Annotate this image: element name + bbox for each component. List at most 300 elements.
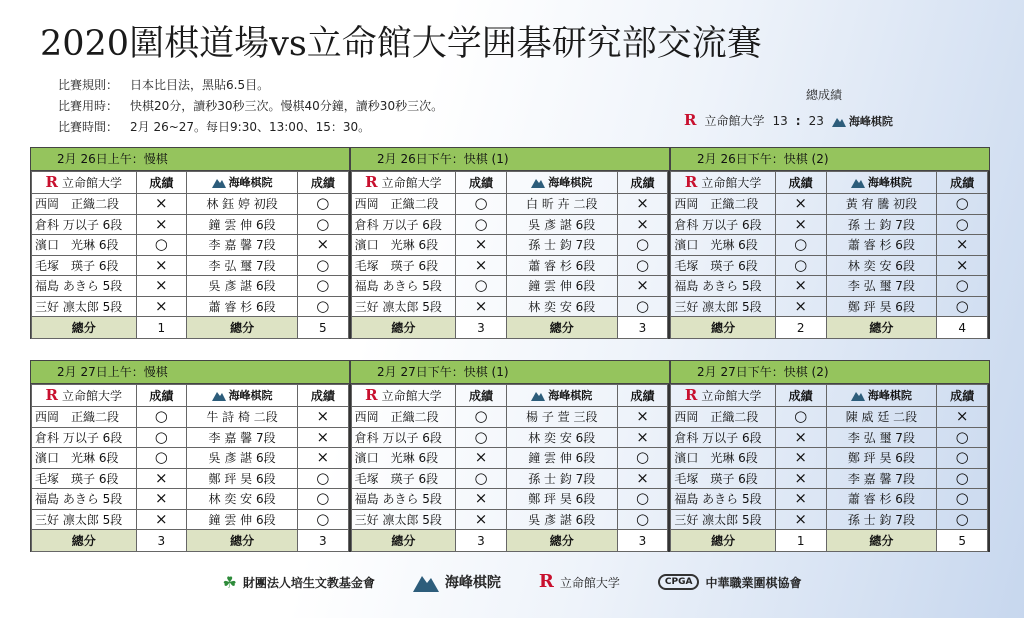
result-mark: ○ xyxy=(316,509,330,528)
table-row xyxy=(671,276,988,297)
player-a-result xyxy=(136,235,187,256)
result-header: 成績 xyxy=(456,172,507,194)
table-row xyxy=(671,214,988,235)
table-row xyxy=(671,296,988,317)
team-b-name: 海峰棋院 xyxy=(228,176,273,189)
player-a-result xyxy=(456,427,507,448)
table-row xyxy=(351,194,668,215)
total-score-label: 總成績 xyxy=(805,88,842,102)
table-row xyxy=(32,489,349,510)
player-a-result xyxy=(456,214,507,235)
team-b-total: 4 xyxy=(937,317,988,339)
player-b-result xyxy=(297,427,348,448)
player-b-name: 蕭 睿 杉 6段 xyxy=(506,255,617,276)
total-row xyxy=(671,317,988,339)
player-b-name: 吳 彥 諶 6段 xyxy=(506,214,617,235)
player-b-name: 林 奕 安 6段 xyxy=(506,427,617,448)
result-mark: ○ xyxy=(955,296,969,315)
player-b-name: 鄭 玶 昊 6段 xyxy=(506,489,617,510)
player-a-result xyxy=(775,509,826,530)
table-row xyxy=(351,296,668,317)
ritsumeikan-logo-icon: R xyxy=(45,173,58,191)
table-row xyxy=(351,407,668,428)
player-a-name: 毛塚 瑛子 6段 xyxy=(351,255,456,276)
result-mark: × xyxy=(794,296,807,315)
player-a-name: 毛塚 瑛子 6段 xyxy=(671,468,776,489)
team-a-name: 立命館大学 xyxy=(381,176,442,190)
player-b-result xyxy=(937,255,988,276)
table-row xyxy=(32,276,349,297)
result-mark: × xyxy=(636,468,649,487)
player-b-name: 鐘 雲 伸 6段 xyxy=(506,276,617,297)
sponsor-4 xyxy=(658,574,802,591)
rule-row xyxy=(58,117,443,138)
player-a-result xyxy=(775,255,826,276)
total-score-a: 13 xyxy=(772,113,788,128)
player-a-name: 三好 凛太郎 5段 xyxy=(671,296,776,317)
table-row xyxy=(671,407,988,428)
player-b-name: 林 奕 安 6段 xyxy=(187,489,298,510)
rule-row xyxy=(58,96,443,117)
table-row xyxy=(671,509,988,530)
player-b-result xyxy=(297,468,348,489)
team-b-header xyxy=(187,385,298,407)
table-header-row xyxy=(32,385,349,407)
total-row xyxy=(671,530,988,552)
team-b-total: 5 xyxy=(937,530,988,552)
player-a-result xyxy=(136,407,187,428)
session-title: 2月 27日下午：快棋 (1) xyxy=(350,360,670,384)
table-row xyxy=(351,235,668,256)
mountain-icon xyxy=(212,389,226,401)
player-a-result xyxy=(136,214,187,235)
sponsor-1-name: 財團法人培生文教基金會 xyxy=(242,575,375,590)
team-a-header xyxy=(671,172,776,194)
table-header-row xyxy=(671,172,988,194)
result-mark: ○ xyxy=(794,255,808,274)
result-mark: × xyxy=(955,407,969,426)
player-a-name: 濱口 光琳 6段 xyxy=(671,448,776,469)
player-b-result xyxy=(297,194,348,215)
player-a-name: 毛塚 瑛子 6段 xyxy=(671,255,776,276)
table-header-row xyxy=(351,385,668,407)
player-b-name: 白 昕 卉 二段 xyxy=(506,194,617,215)
result-header: 成績 xyxy=(617,172,668,194)
session-table xyxy=(351,171,671,339)
clover-icon: ☘ xyxy=(222,572,237,592)
table-row xyxy=(351,255,668,276)
player-a-name: 西岡 正織二段 xyxy=(351,407,456,428)
player-a-name: 福島 あきら 5段 xyxy=(351,489,456,510)
team-a-name: 立命館大学 xyxy=(701,389,762,403)
team-b-total: 5 xyxy=(297,317,348,339)
team-b-name: 海峰棋院 xyxy=(228,389,273,402)
player-a-name: 倉科 万以子 6段 xyxy=(671,214,776,235)
result-header: 成績 xyxy=(297,385,348,407)
player-a-name: 濱口 光琳 6段 xyxy=(671,235,776,256)
player-a-name: 福島 あきら 5段 xyxy=(671,489,776,510)
player-a-name: 濱口 光琳 6段 xyxy=(351,448,456,469)
player-b-result xyxy=(617,407,668,428)
result-mark: × xyxy=(636,214,649,233)
player-a-name: 三好 凛太郎 5段 xyxy=(32,509,137,530)
team-a-name: 立命館大学 xyxy=(701,176,762,190)
player-a-result xyxy=(456,276,507,297)
player-b-result xyxy=(617,468,668,489)
total-label: 總分 xyxy=(506,317,617,339)
result-mark: × xyxy=(636,194,649,213)
player-a-name: 福島 あきら 5段 xyxy=(351,276,456,297)
player-a-result xyxy=(456,296,507,317)
player-b-name: 鐘 雲 伸 6段 xyxy=(187,214,298,235)
player-b-name: 吳 彥 諶 6段 xyxy=(506,509,617,530)
team-a-header xyxy=(32,385,137,407)
team-b-header xyxy=(187,172,298,194)
player-b-result xyxy=(297,276,348,297)
player-b-result xyxy=(937,468,988,489)
haifeng-logo xyxy=(851,387,912,403)
table-row xyxy=(32,214,349,235)
total-label: 總分 xyxy=(826,530,937,552)
player-a-result xyxy=(775,468,826,489)
result-mark: ○ xyxy=(316,489,330,508)
result-mark: × xyxy=(636,427,649,446)
result-mark: × xyxy=(155,194,168,213)
total-row xyxy=(351,317,668,339)
mountain-icon xyxy=(851,176,865,188)
player-a-name: 三好 凛太郎 5段 xyxy=(671,509,776,530)
player-a-name: 福島 あきら 5段 xyxy=(32,489,137,510)
player-a-result xyxy=(775,296,826,317)
result-header: 成績 xyxy=(297,172,348,194)
page-title: 2020圍棋道場vs立命館大学囲碁研究部交流賽 xyxy=(40,24,762,64)
result-mark: ○ xyxy=(794,235,808,254)
total-row xyxy=(32,317,349,339)
player-a-name: 倉科 万以子 6段 xyxy=(32,427,137,448)
ritsumeikan-logo-icon: R xyxy=(45,386,58,404)
player-a-name: 西岡 正織二段 xyxy=(32,194,137,215)
sponsor-2-name: 海峰棋院 xyxy=(444,575,501,591)
total-label: 總分 xyxy=(187,317,298,339)
results-table xyxy=(351,171,669,339)
haifeng-logo xyxy=(851,174,912,190)
player-b-result xyxy=(937,194,988,215)
team-b-name: 海峰棋院 xyxy=(548,176,593,189)
result-mark: × xyxy=(955,235,969,254)
result-mark: ○ xyxy=(154,427,168,446)
total-team-a: 立命館大学 xyxy=(704,114,765,128)
result-mark: × xyxy=(155,489,168,508)
result-mark: ○ xyxy=(474,427,488,446)
result-mark: × xyxy=(474,255,488,274)
player-b-result xyxy=(297,214,348,235)
player-a-name: 福島 あきら 5段 xyxy=(671,276,776,297)
result-mark: × xyxy=(155,296,168,315)
session-table xyxy=(31,171,351,339)
result-header: 成績 xyxy=(775,385,826,407)
result-mark: × xyxy=(155,468,168,487)
mountain-icon xyxy=(531,389,545,401)
player-b-result xyxy=(297,509,348,530)
result-header: 成績 xyxy=(617,385,668,407)
team-a-total: 3 xyxy=(456,530,507,552)
player-b-name: 鐘 雲 伸 6段 xyxy=(506,448,617,469)
result-mark: × xyxy=(474,235,488,254)
player-b-result xyxy=(937,235,988,256)
result-mark: ○ xyxy=(474,276,488,295)
result-mark: ○ xyxy=(635,509,650,528)
result-mark: ○ xyxy=(955,509,969,528)
day-2-block xyxy=(30,360,990,552)
total-label: 總分 xyxy=(351,317,456,339)
team-b-name: 海峰棋院 xyxy=(867,389,912,402)
player-a-name: 倉科 万以子 6段 xyxy=(351,214,456,235)
player-b-result xyxy=(617,214,668,235)
total-label: 總分 xyxy=(187,530,298,552)
player-a-name: 濱口 光琳 6段 xyxy=(32,235,137,256)
result-header: 成績 xyxy=(456,385,507,407)
player-a-result xyxy=(136,448,187,469)
rule-key: 比賽規則： xyxy=(58,78,119,92)
ritsumeikan-logo-icon: R xyxy=(684,173,698,191)
sponsor-4-name: 中華職業圍棋協會 xyxy=(705,575,802,590)
player-b-name: 鄭 玶 昊 6段 xyxy=(826,448,937,469)
result-mark: ○ xyxy=(955,276,969,295)
player-a-name: 毛塚 瑛子 6段 xyxy=(351,468,456,489)
haifeng-logo xyxy=(832,113,893,129)
result-mark: × xyxy=(474,296,488,315)
player-a-result xyxy=(136,255,187,276)
rules-block xyxy=(58,75,443,138)
total-row xyxy=(351,530,668,552)
player-b-name: 吳 彥 諶 6段 xyxy=(187,448,298,469)
player-b-name: 孫 士 鈞 7段 xyxy=(506,468,617,489)
session-title: 2月 26日下午：快棋 (2) xyxy=(670,147,990,171)
player-a-name: 三好 凛太郎 5段 xyxy=(32,296,137,317)
player-a-name: 倉科 万以子 6段 xyxy=(671,427,776,448)
rule-value: 2月 26~27。每日9:30、13:00、15：30。 xyxy=(130,120,371,134)
table-row xyxy=(671,448,988,469)
table-row xyxy=(671,427,988,448)
table-row xyxy=(32,509,349,530)
player-b-name: 鐘 雲 伸 6段 xyxy=(187,509,298,530)
results-table xyxy=(670,384,988,552)
player-b-name: 鄭 玶 昊 6段 xyxy=(187,468,298,489)
cpga-logo-icon: CPGA xyxy=(658,574,700,590)
team-a-header xyxy=(32,172,137,194)
result-mark: ○ xyxy=(316,194,330,213)
player-a-name: 西岡 正織二段 xyxy=(671,194,776,215)
result-mark: × xyxy=(474,489,488,508)
table-row xyxy=(671,489,988,510)
table-row xyxy=(671,235,988,256)
result-header: 成績 xyxy=(937,385,988,407)
team-b-total: 3 xyxy=(617,530,668,552)
haifeng-logo xyxy=(531,387,592,403)
table-header-row xyxy=(351,172,668,194)
table-row xyxy=(32,296,349,317)
player-a-name: 倉科 万以子 6段 xyxy=(351,427,456,448)
team-a-name: 立命館大学 xyxy=(61,389,122,403)
table-row xyxy=(32,407,349,428)
player-a-result xyxy=(136,296,187,317)
result-mark: ○ xyxy=(955,468,969,487)
result-header: 成績 xyxy=(136,385,187,407)
team-a-total: 1 xyxy=(136,317,187,339)
rule-value: 快棋20分，讀秒30秒三次。慢棋40分鐘，讀秒30秒三次。 xyxy=(130,99,444,113)
team-b-header xyxy=(826,172,937,194)
team-a-total: 3 xyxy=(456,317,507,339)
player-b-name: 林 奕 安 6段 xyxy=(826,255,937,276)
session-table xyxy=(670,171,990,339)
player-a-result xyxy=(775,276,826,297)
result-mark: × xyxy=(474,509,488,528)
haifeng-logo xyxy=(212,174,273,190)
total-label: 總分 xyxy=(32,530,137,552)
player-b-name: 楊 子 萱 三段 xyxy=(506,407,617,428)
result-mark: × xyxy=(316,448,330,467)
player-a-result xyxy=(456,194,507,215)
player-b-name: 李 弘 璽 7段 xyxy=(826,276,937,297)
session-headers xyxy=(30,360,990,384)
result-mark: × xyxy=(316,427,330,446)
table-row xyxy=(351,214,668,235)
total-score-separator: : xyxy=(795,113,801,128)
team-b-name: 海峰棋院 xyxy=(867,176,912,189)
player-b-result xyxy=(297,489,348,510)
player-a-result xyxy=(775,427,826,448)
player-b-name: 李 嘉 馨 7段 xyxy=(826,468,937,489)
table-row xyxy=(671,468,988,489)
player-a-name: 福島 あきら 5段 xyxy=(32,276,137,297)
result-mark: ○ xyxy=(794,407,808,426)
table-row xyxy=(351,427,668,448)
result-mark: ○ xyxy=(474,214,488,233)
table-row xyxy=(32,255,349,276)
player-a-name: 西岡 正織二段 xyxy=(351,194,456,215)
player-a-result xyxy=(456,448,507,469)
team-a-name: 立命館大学 xyxy=(61,176,122,190)
table-row xyxy=(32,194,349,215)
result-mark: × xyxy=(794,194,807,213)
result-mark: × xyxy=(794,427,807,446)
player-a-result xyxy=(456,509,507,530)
result-mark: ○ xyxy=(474,407,488,426)
results-table xyxy=(351,384,669,552)
player-a-result xyxy=(456,255,507,276)
player-b-result xyxy=(297,448,348,469)
results-table xyxy=(31,384,349,552)
player-b-name: 蕭 睿 杉 6段 xyxy=(826,489,937,510)
ritsumeikan-logo-icon: R xyxy=(684,111,697,129)
team-a-total: 2 xyxy=(775,317,826,339)
result-mark: × xyxy=(155,276,168,295)
table-row xyxy=(32,427,349,448)
player-b-result xyxy=(617,509,668,530)
team-b-header xyxy=(506,385,617,407)
player-b-name: 陳 威 廷 二段 xyxy=(826,407,937,428)
player-b-result xyxy=(617,296,668,317)
session-grid xyxy=(30,171,990,339)
result-mark: × xyxy=(155,255,168,274)
player-b-result xyxy=(937,489,988,510)
result-mark: ○ xyxy=(955,448,969,467)
ritsumeikan-logo-icon: R xyxy=(684,386,698,404)
player-b-result xyxy=(297,407,348,428)
result-mark: × xyxy=(155,509,168,528)
total-label: 總分 xyxy=(351,530,456,552)
player-a-result xyxy=(136,468,187,489)
team-a-name: 立命館大学 xyxy=(381,389,442,403)
result-mark: ○ xyxy=(955,214,969,233)
result-mark: ○ xyxy=(316,276,330,295)
player-a-result xyxy=(775,407,826,428)
ritsumeikan-logo-icon: R xyxy=(538,571,554,592)
result-mark: ○ xyxy=(635,235,650,254)
team-a-header xyxy=(351,172,456,194)
session-title: 2月 27日上午：慢棋 xyxy=(30,360,350,384)
player-a-result xyxy=(456,468,507,489)
player-a-result xyxy=(136,427,187,448)
player-a-result xyxy=(456,407,507,428)
total-label: 總分 xyxy=(671,317,776,339)
result-mark: × xyxy=(316,407,330,426)
result-mark: ○ xyxy=(316,214,330,233)
result-mark: ○ xyxy=(316,468,330,487)
total-row xyxy=(32,530,349,552)
player-b-result xyxy=(617,427,668,448)
session-table xyxy=(351,384,671,552)
total-score-panel xyxy=(684,86,954,129)
result-mark: × xyxy=(955,255,969,274)
player-b-name: 黃 宥 騰 初段 xyxy=(826,194,937,215)
ritsumeikan-logo-icon: R xyxy=(365,386,378,404)
player-a-result xyxy=(136,509,187,530)
result-mark: ○ xyxy=(635,296,650,315)
player-b-result xyxy=(297,235,348,256)
mountain-icon xyxy=(851,389,865,401)
table-row xyxy=(32,235,349,256)
total-team-b: 海峰棋院 xyxy=(848,114,893,128)
result-mark: ○ xyxy=(316,255,330,274)
result-mark: ○ xyxy=(154,407,168,426)
player-a-result xyxy=(456,489,507,510)
team-b-name: 海峰棋院 xyxy=(548,389,593,402)
player-b-name: 李 嘉 馨 7段 xyxy=(187,235,298,256)
day-1-block xyxy=(30,147,990,339)
result-header: 成績 xyxy=(937,172,988,194)
sponsor-footer xyxy=(0,572,1024,592)
player-b-name: 林 奕 安 6段 xyxy=(506,296,617,317)
team-a-total: 3 xyxy=(136,530,187,552)
total-label: 總分 xyxy=(32,317,137,339)
player-b-result xyxy=(937,509,988,530)
results-table xyxy=(31,171,349,339)
result-mark: × xyxy=(794,214,807,233)
player-a-result xyxy=(775,448,826,469)
player-b-name: 孫 士 鈞 7段 xyxy=(506,235,617,256)
result-mark: ○ xyxy=(154,235,168,254)
team-a-total: 1 xyxy=(775,530,826,552)
total-label: 總分 xyxy=(506,530,617,552)
sponsor-3 xyxy=(539,573,620,591)
team-b-total: 3 xyxy=(297,530,348,552)
player-b-result xyxy=(937,214,988,235)
result-mark: ○ xyxy=(474,194,488,213)
player-b-result xyxy=(937,296,988,317)
results-table xyxy=(670,171,988,339)
result-mark: × xyxy=(794,468,807,487)
